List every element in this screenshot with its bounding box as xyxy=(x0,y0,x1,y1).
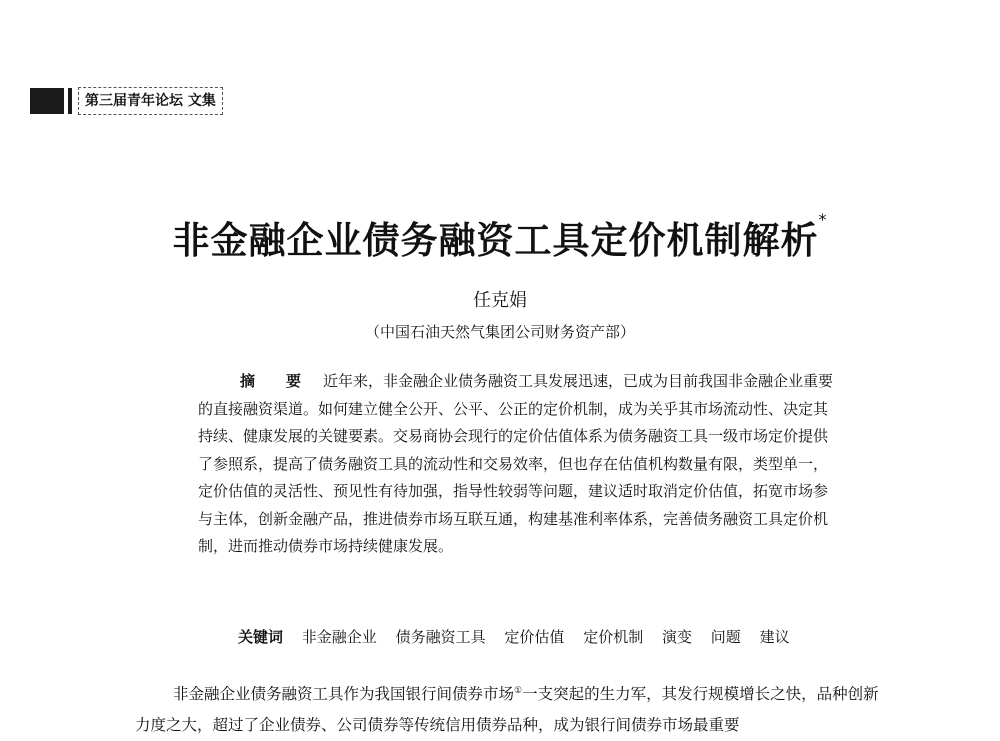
keyword-item: 建议 xyxy=(759,628,790,646)
keywords xyxy=(238,626,804,647)
author-name: 任克娟 xyxy=(473,290,527,311)
keywords-label: 关键词 xyxy=(238,628,284,646)
keyword-item: 定价估值 xyxy=(504,628,565,646)
author-affiliation: （中国石油天然气集团公司财务资产部） xyxy=(364,323,635,341)
keyword-item: 债务融资工具 xyxy=(395,628,486,646)
header-rule-mark xyxy=(68,88,72,114)
abstract-label: 摘 要 xyxy=(240,372,310,390)
keyword-item: 定价机制 xyxy=(583,628,644,646)
keyword-item: 问题 xyxy=(710,628,741,646)
paper-title-line xyxy=(0,210,1000,264)
paper-title: 非金融企业债务融资工具定价机制解析 xyxy=(172,219,819,262)
series-label: 第三届青年论坛 文集 xyxy=(78,87,223,115)
body-text-before-note: 非金融企业债务融资工具作为我国银行间债券市场 xyxy=(173,685,515,704)
body-paragraph xyxy=(135,676,880,741)
abstract xyxy=(198,368,838,561)
keyword-item: 演变 xyxy=(661,628,692,646)
abstract-text: 近年来，非金融企业债务融资工具发展迅速，已成为目前我国非金融企业重要的直接融资渠道。如何建立健全公开、公平、公正的定价机制，成为关乎其市场流动性、决定其持续、健康发展的关键要素。交易商协会现行的定价估值体系为债务融资工具一级市场定价提供了参照系，提高了债务融资工具的流动性和交易效率，但也存在估值机构数量有限，类型单一，定价估值的灵活性、预见性有待加强，指导性较弱等问题，建议适时取消定价估值，拓宽市场参与主体，创新金融产品，推进债券市场互联互通，构建基准利率体系，完善债务融资工具定价机制，进而推动债券市场持续健康发展。 xyxy=(198,372,834,555)
footnote-marker: ① xyxy=(514,686,523,696)
title-footnote-mark: * xyxy=(818,210,828,229)
running-header xyxy=(30,87,223,115)
keyword-item: 非金融企业 xyxy=(301,628,377,646)
header-block-mark xyxy=(30,88,64,114)
body-text-after-note: 一支突起的生力军，其发行规模增长之快，品种创新力度之大，超过了企业债券、公司债券等传统信用债券品种，成为银行间债券市场最重要 xyxy=(135,685,879,735)
